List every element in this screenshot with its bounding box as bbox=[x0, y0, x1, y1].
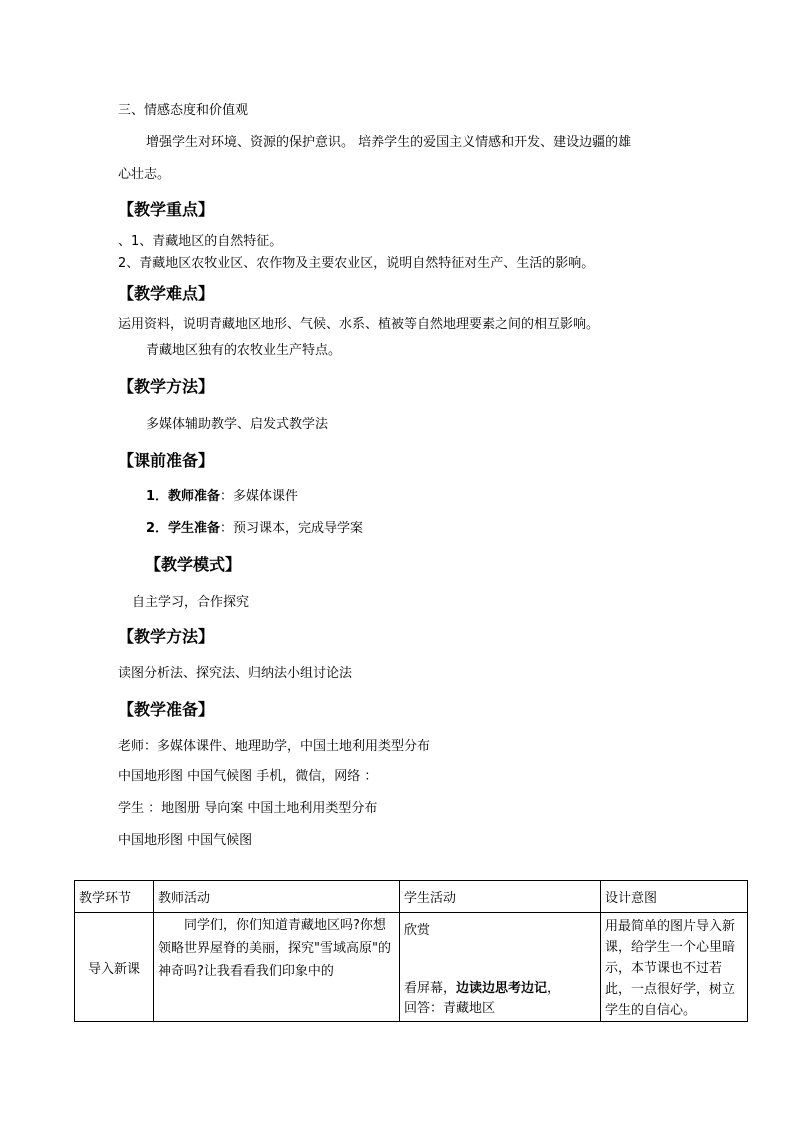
header-teacher-activity: 教师活动 bbox=[154, 881, 400, 913]
header-stage: 教学环节 bbox=[75, 881, 154, 913]
student-activity-2a: 看屏幕， bbox=[404, 981, 457, 996]
prep-item-student-text: ：预习课本，完成导学案 bbox=[220, 521, 364, 536]
mode-heading: 【教学模式】 bbox=[145, 555, 242, 574]
key-point-1: 、1、青藏地区的自然特征。 bbox=[118, 234, 283, 249]
prep-item-teacher-label: 1．教师准备 bbox=[146, 489, 221, 504]
prep-item-student-label: 2．学生准备 bbox=[146, 521, 221, 536]
student-activity-2 bbox=[404, 977, 560, 996]
methods2-heading: 【教学方法】 bbox=[118, 627, 215, 646]
difficulty-1: 运用资料，说明青藏地区地形、气候、水系、植被等自然地理要素之间的相互影响。 bbox=[118, 317, 600, 332]
materials-line-2: 中国地形图 中国气候图 手机，微信，网络 ： bbox=[118, 769, 378, 784]
header-design-intent: 设计意图 bbox=[601, 881, 748, 913]
difficulties-heading: 【教学难点】 bbox=[118, 284, 215, 303]
materials-line-1: 老师：多媒体课件、地理助学，中国土地利用类型分布 bbox=[118, 739, 431, 754]
difficulty-2: 青藏地区独有的农牧业生产特点。 bbox=[146, 343, 342, 358]
student-activity-2c: ， bbox=[547, 981, 561, 996]
student-activity-2b: 边读边思考边记 bbox=[456, 981, 548, 996]
methods2-text: 读图分析法、探究法、归纳法小组讨论法 bbox=[118, 666, 353, 681]
methods-heading: 【教学方法】 bbox=[118, 377, 215, 396]
stage-cell: 导入新课 bbox=[75, 913, 154, 1022]
student-activity-cell bbox=[400, 913, 601, 1022]
attitude-text-line2: 心壮志。 bbox=[118, 167, 171, 182]
materials-line-3: 学生 ：地图册 导向案 中国土地利用类型分布 bbox=[118, 801, 378, 816]
table-header-row bbox=[75, 881, 748, 913]
table-row bbox=[75, 913, 748, 1022]
methods-text: 多媒体辅助教学、启发式教学法 bbox=[146, 417, 329, 432]
prep-item-student bbox=[146, 520, 363, 538]
student-activity-3: 回答：青藏地区 bbox=[404, 1001, 496, 1016]
attitude-title: 三、情感态度和价值观 bbox=[118, 103, 249, 118]
materials-line-4: 中国地形图 中国气候图 bbox=[118, 833, 253, 848]
mode-text: 自主学习，合作探究 bbox=[132, 595, 250, 610]
prep-item-teacher bbox=[146, 488, 298, 506]
attitude-text-line1: 增强学生对环境、资源的保护意识。 培养学生的爱国主义情感和开发、建设边疆的雄 bbox=[146, 135, 632, 150]
header-student-activity: 学生活动 bbox=[400, 881, 601, 913]
design-intent-cell: 用最简单的图片导入新课，给学生一个心里暗示，本节课也不过若此，一点很好学，树立学生的自信心。 bbox=[601, 913, 748, 1022]
lesson-table bbox=[74, 880, 748, 1022]
teacher-activity-cell: 同学们，你们知道青藏地区吗?你想领略世界屋脊的美丽，探究"雪域高原"的神奇吗?让我看看我们印象中的 bbox=[154, 913, 400, 1022]
key-points-heading: 【教学重点】 bbox=[118, 200, 215, 219]
prep-heading: 【课前准备】 bbox=[118, 451, 215, 470]
prep-item-teacher-text: ：多媒体课件 bbox=[220, 489, 299, 504]
materials-heading: 【教学准备】 bbox=[118, 700, 215, 719]
key-point-2: 2、青藏地区农牧业区、农作物及主要农业区，说明自然特征对生产、生活的影响。 bbox=[118, 256, 595, 271]
student-activity-1: 欣赏 bbox=[404, 923, 431, 938]
